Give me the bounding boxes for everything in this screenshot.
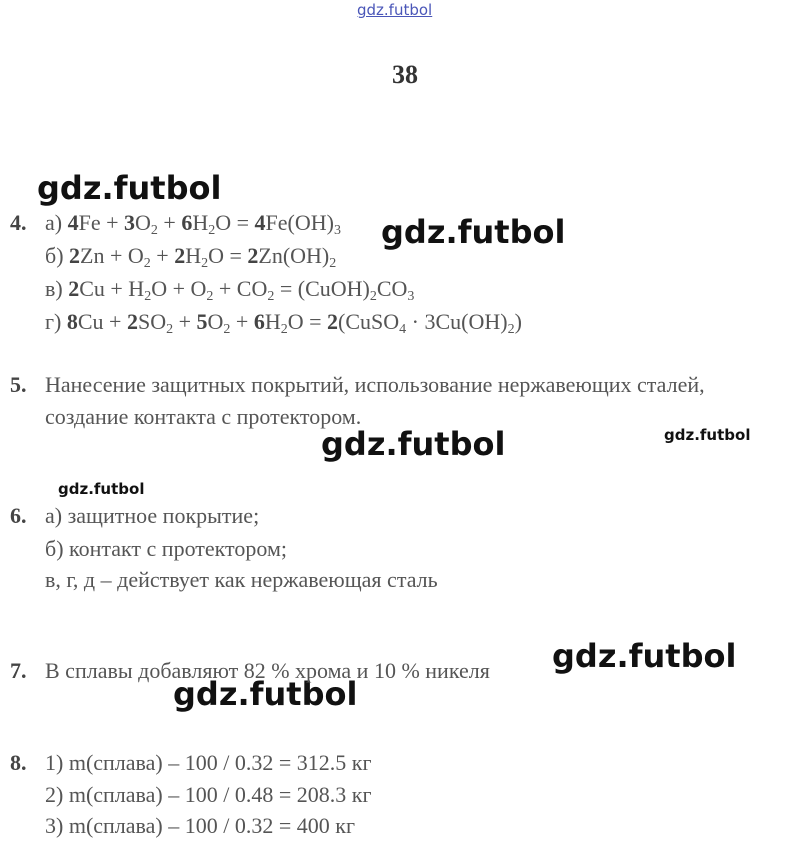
watermark: gdz.futbol xyxy=(552,637,737,675)
watermark: gdz.futbol xyxy=(381,213,566,251)
watermark: gdz.futbol xyxy=(37,169,222,207)
answer-line: в, г, д – действует как нержавеющая сталь xyxy=(45,567,438,592)
equation-d: г) $8Cu + 2SO_2 + 5O_2 + 6H_2O$ = 2(CuSO$_4$ · $3Cu(OH)_2$) xyxy=(45,309,522,337)
watermark: gdz.futbol xyxy=(58,480,145,498)
page-number: 38 xyxy=(392,60,418,89)
answer-line: Нанесение защитных покрытий, использование нержавеющих сталей, xyxy=(45,372,705,397)
watermark: gdz.futbol xyxy=(321,425,506,463)
task-number: 7. xyxy=(10,658,27,683)
equation-c: в) $2Cu + H_2O + O_2 + CO_2$ = $(CuOH)_2CO_3$ xyxy=(45,276,415,304)
answer-line: б) контакт с протектором; xyxy=(45,536,287,561)
answer-line: 1) m(сплава) – 100 / 0.32 = 312.5 кг xyxy=(45,750,372,775)
equation-b: б) $2Zn + O_2 + 2H_2O = 2Zn(OH)_2$ xyxy=(45,243,337,271)
watermark: gdz.futbol xyxy=(664,426,751,444)
watermark: gdz.futbol xyxy=(173,675,358,713)
answer-line: В сплавы добавляют 82 % хрома и 10 % никеля xyxy=(45,658,490,683)
task-number: 4. xyxy=(10,210,27,235)
equation-a: а) $4Fe + 3O_2 + 6H_2O = 4Fe(OH)_3$ xyxy=(45,210,341,238)
answer-line: создание контакта с протектором. xyxy=(45,404,362,429)
answer-line: 2) m(сплава) – 100 / 0.48 = 208.3 кг xyxy=(45,782,372,807)
task-number: 6. xyxy=(10,503,27,528)
answer-line: а) защитное покрытие; xyxy=(45,503,260,528)
task-number: 5. xyxy=(10,372,27,397)
watermark-top-link[interactable]: gdz.futbol xyxy=(357,1,433,19)
task-number: 8. xyxy=(10,750,27,775)
answer-line: 3) m(сплава) – 100 / 0.32 = 400 кг xyxy=(45,813,355,838)
